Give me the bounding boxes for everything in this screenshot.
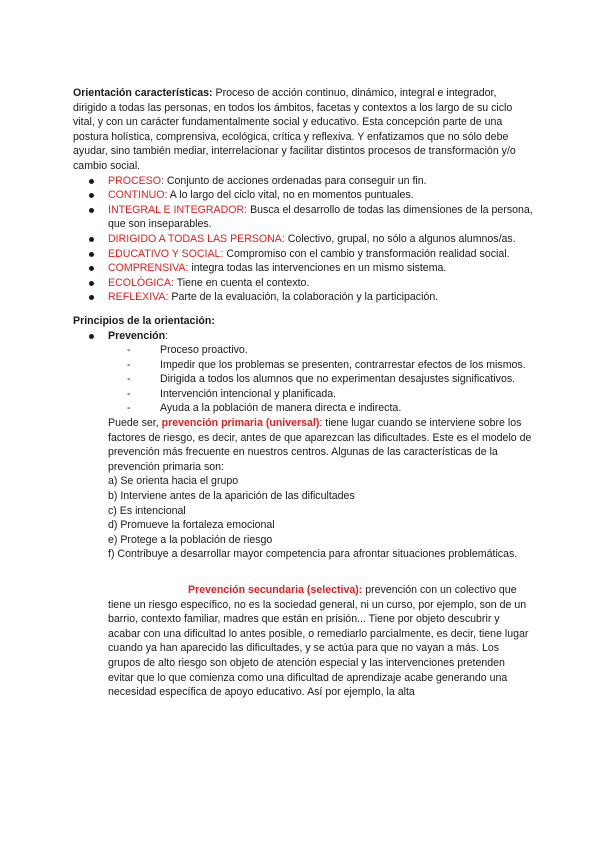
char-item: f) Contribuye a desarrollar mayor competencia para afrontar situaciones problemáticas. bbox=[108, 548, 518, 561]
char-item: e) Protege a la población de riesgo bbox=[108, 533, 273, 546]
orientacion-list bbox=[73, 174, 533, 305]
char-item: c) Es intencional bbox=[108, 504, 186, 517]
list-item bbox=[73, 261, 533, 276]
list-item bbox=[73, 188, 533, 203]
list-term: INTEGRAL E INTEGRADOR: bbox=[108, 203, 248, 216]
list-desc: Busca el desarrollo de todas las dimensiones de la persona, que son inseparables. bbox=[108, 203, 533, 231]
char-item: a) Se orienta hacia el grupo bbox=[108, 475, 239, 488]
principios-heading-text: Principios de la orientación: bbox=[73, 314, 215, 327]
list-desc: Parte de la evaluación, la colaboración y la participación. bbox=[168, 291, 439, 304]
prevencion-label: Prevención bbox=[108, 329, 166, 342]
list-item bbox=[73, 276, 533, 291]
list-desc: Colectivo, grupal, no sólo a algunos alumnos/as. bbox=[284, 232, 516, 245]
secundaria-body: prevención con un colectivo que tiene un riesgo específico, no es la sociedad general, ni un curso, por ejemplo, son de un barrio, contexto familiar, madres que están en prisión... Tiene por objeto descubrir y acabar con una dificultad lo antes posible, o remediarlo parcialmente, es decir, tiene lugar cuando ya han aparecido las dificultades, y se actúa para que no vayan a más. Los grupos de alto riesgo son objeto de atención especial y las intervenciones pretenden evitar que lo que comienza como una dificultad de aprendizaje acabe generando una necesidad específica de apoyo educativo. Así por ejemplo, la alta bbox=[108, 584, 529, 699]
list-term: ECOLÓGICA: bbox=[108, 276, 174, 289]
orientacion-paragraph bbox=[73, 86, 533, 174]
list-desc: Compromiso con el cambio y transformación realidad social. bbox=[223, 247, 510, 260]
list-item bbox=[73, 174, 533, 189]
list-desc: integra todas las intervenciones en un mismo sistema. bbox=[188, 262, 447, 275]
dash-item: - Impedir que los problemas se presenten, contrarrestar efectos de los mismos. bbox=[73, 358, 533, 373]
list-desc: Tiene en cuenta el contexto. bbox=[173, 276, 310, 289]
list-term: PROCESO: bbox=[108, 174, 164, 187]
list-desc: Conjunto de acciones ordenadas para conseguir un fin. bbox=[163, 174, 427, 187]
list-item bbox=[73, 290, 533, 305]
list-item bbox=[73, 247, 533, 262]
dash-item: - Intervención intencional y planificada. bbox=[73, 387, 533, 402]
list-item bbox=[73, 203, 533, 232]
prevencion-dash-list bbox=[73, 343, 533, 416]
char-item: b) Interviene antes de la aparición de las dificultades bbox=[108, 490, 355, 503]
principios-list bbox=[73, 329, 533, 344]
primaria-post: : tiene lugar cuando se interviene sobre los factores de riesgo, es decir, antes de que aparezcan las dificultades. Este es el modelo de prevención más frecuente en nuestros centros. Algunas de las características de la prevención primaria son: bbox=[108, 417, 532, 473]
dash-item: - Proceso proactivo. bbox=[73, 343, 533, 358]
primaria-block bbox=[73, 416, 533, 700]
list-item-prevencion bbox=[73, 329, 533, 344]
list-item bbox=[73, 232, 533, 247]
secundaria-paragraph bbox=[108, 583, 533, 700]
list-term: COMPRENSIVA: bbox=[108, 262, 189, 275]
list-term: EDUCATIVO Y SOCIAL: bbox=[108, 247, 224, 260]
list-desc: A lo largo del ciclo vital, no en momentos puntuales. bbox=[167, 189, 414, 202]
primaria-pre: Puede ser, bbox=[108, 417, 162, 430]
primaria-term: prevención primaria (universal) bbox=[161, 417, 320, 430]
list-term: REFLEXIVA: bbox=[108, 291, 169, 304]
secundaria-term: Prevención secundaria (selectiva): bbox=[188, 584, 363, 596]
list-term: CONTINUO: bbox=[108, 189, 168, 202]
document-content bbox=[73, 86, 533, 700]
char-item: d) Promueve la fortaleza emocional bbox=[108, 519, 275, 532]
list-term: DIRIGIDO A TODAS LAS PERSONA: bbox=[108, 232, 285, 245]
principios-heading bbox=[73, 314, 533, 329]
dash-item: - Ayuda a la población de manera directa e indirecta. bbox=[73, 401, 533, 416]
prevencion-colon: : bbox=[165, 329, 169, 342]
orientacion-heading: Orientación características: bbox=[73, 87, 213, 99]
dash-item: - Dirigida a todos los alumnos que no experimentan desajustes significativos. bbox=[73, 372, 533, 387]
orientacion-body: Proceso de acción continuo, dinámico, integral e integrador, dirigido a todas las personas, en todos los ámbitos, facetas y contextos a los largo de su ciclo vital, y con un carácter fundamentalmente social y educativo. Esta concepción parte de una postura holística, comprensiva, ecológica, crítica y reflexiva. Y enfatizamos que no sólo debe ayudar, sino también mediar, interrelacionar y facilitar distintos procesos de transformación y/o cambio social. bbox=[73, 87, 516, 172]
primaria-paragraph bbox=[108, 416, 533, 474]
